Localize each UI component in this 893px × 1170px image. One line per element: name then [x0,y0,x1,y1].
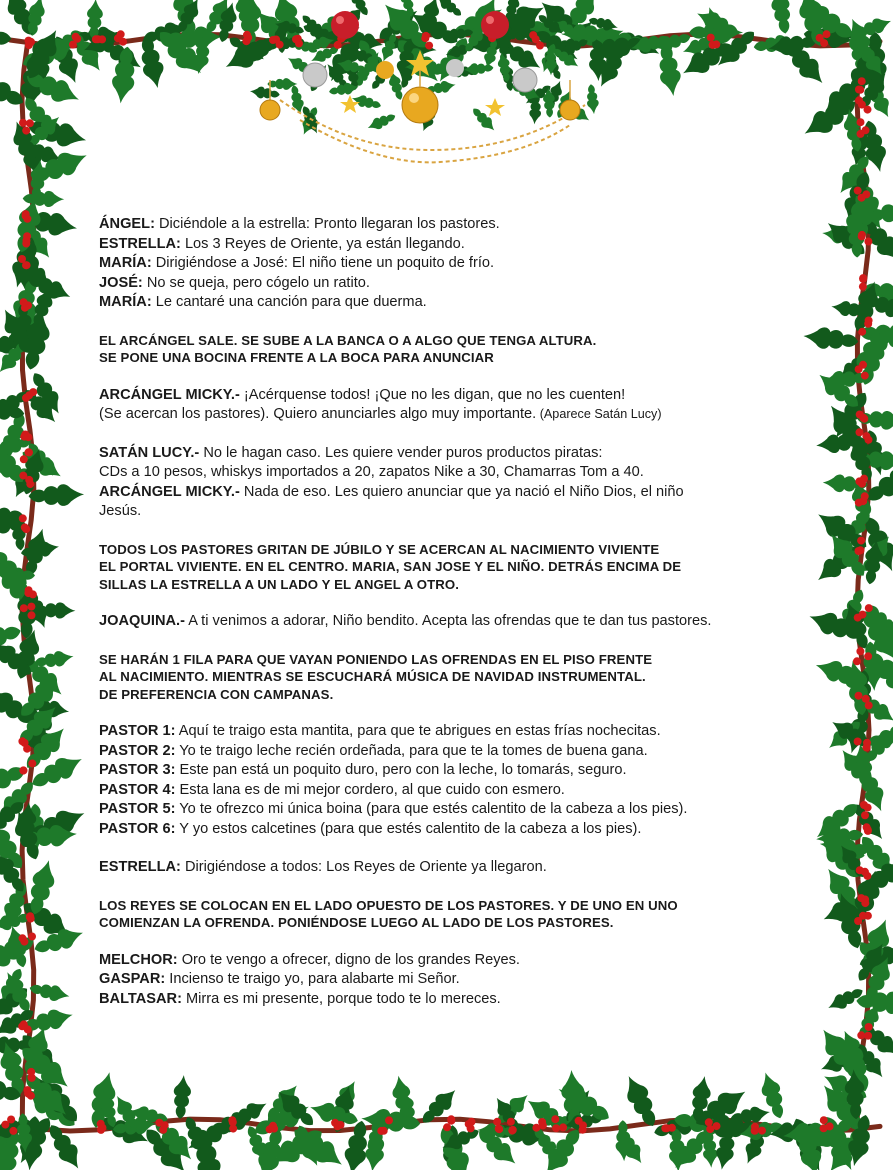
holly-berry [443,1123,451,1131]
holly-berry [425,42,433,50]
holly-leaf [171,1074,192,1119]
holly-berry [20,455,28,463]
dialogue-line: PASTOR 6: Y yo estos calcetines (para que estés calentito de la cabeza a los pies). [99,820,642,837]
holly-berry [20,433,28,441]
stage-direction-1: EL ARCÁNGEL SALE. SE SUBE A LA BANCA O A ALGO QUE TENGA ALTURA. SE PONE UNA BOCINA FRENTE A LA BOCA PARA ANUNCIAR [99,332,597,365]
holly-leaf [28,484,84,508]
dialogue-estrella-2: ESTRELLA: Dirigiéndose a todos: Los Reyes de Oriente ya llegaron. [99,859,547,875]
holly-leaf [23,190,65,207]
holly-berry [98,35,106,43]
holly-leaf [802,325,859,352]
holly-berry [465,1120,473,1128]
holly-berry [19,767,27,775]
holly-berry [864,1032,872,1040]
holly-berry [18,1022,26,1030]
holly-berry [28,760,36,768]
holly-berry [19,119,27,127]
holly-berry [161,1121,169,1129]
holly-berry [551,1115,559,1123]
dialogue-joaquina: JOAQUINA.- A ti venimos a adorar, Niño bendito. Acepta las ofrendas que te dan tus pastores. [99,613,712,629]
holly-berry [28,611,36,619]
holly-berry [509,1126,517,1134]
dialogue-satan-micky: SATÁN LUCY.- No le hagan caso. Les quiere vender puros productos piratas: CDs a 10 pesos, whiskys importados a 20, zapatos Nike a 30, Chamarras Tom a 40. ARCÁNGEL MICKY.- Nada de eso. Les quiero anunciar que ya nació el Niño Dios, el niño Jesús. [99,444,684,519]
holly-berry [9,1127,17,1135]
holly-berry [385,1116,393,1124]
holly-leaf [0,25,12,49]
dialogue-line: PASTOR 4: Esta lana es de mi mejor cordero, al que cuido con esmero. [99,781,565,798]
holly-berry [857,118,865,126]
holly-berry [579,1126,587,1134]
dialogue-micky-1: ARCÁNGEL MICKY.- ¡Acérquense todos! ¡Que no les digan, que no les cuenten! (Se acercan los pastores). Quiero anunciarles algo muy importante. (Aparece Satán Lucy) [99,386,662,422]
stage-direction-4: LOS REYES SE COLOCAN EN EL LADO OPUESTO DE LOS PASTORES. Y DE UNO EN UNO COMIENZAN LA OFRENDA. PONIÉNDOSE LUEGO AL LADO DE LOS PASTORES. [99,897,678,930]
holly-berry [856,647,864,655]
holly-berry [507,1118,515,1126]
holly-berry [865,701,873,709]
holly-berry [422,32,430,40]
holly-berry [242,37,250,45]
pine-sprig [585,84,600,115]
holly-berry [22,525,30,533]
dialogue-line: BALTASAR: Mirra es mi presente, porque todo te lo mereces. [99,990,501,1007]
holly-berry [862,126,870,134]
holly-berry [24,1090,32,1098]
holly-berry [858,232,866,240]
holly-berry [859,283,867,291]
holly-berry [861,372,869,380]
dialogue-line: JOSÉ: No se queja, pero cógelo un ratito. [99,274,370,291]
holly-berry [292,35,300,43]
holly-berry [99,1124,107,1132]
holly-berry [820,1116,828,1124]
dialogue-line: PASTOR 1: Aquí te traigo esta mantita, para que te abrigues en estas frías nochecitas. [99,723,661,739]
holly-berry [24,589,32,597]
holly-berry [854,614,862,622]
holly-berry [855,692,863,700]
holly-berry [860,415,868,423]
pine-sprig [249,85,280,100]
holly-berry [552,1124,560,1132]
dialogue-line: ESTRELLA: Los 3 Reyes de Oriente, ya están llegando. [99,235,465,252]
holly-berry [864,106,872,114]
holly-berry [23,745,31,753]
holly-berry [19,934,27,942]
dialogue-line: ÁNGEL: Diciéndole a la estrella: Pronto llegaran los pastores. [99,216,500,232]
dialogue-line: PASTOR 5: Yo te ofrezco mi única boina (para que estés calentito de la cabeza a los pies). [99,801,688,817]
pine-sprig [365,110,397,133]
holly-berry [269,1122,277,1130]
holly-berry [1,1121,9,1129]
holly-berry [864,320,872,328]
holly-berry [820,39,828,47]
holly-berry [863,744,871,752]
holly-berry [857,894,865,902]
holly-berry [856,428,864,436]
holly-berry [861,811,869,819]
holly-berry [495,1125,503,1133]
holly-berry [864,827,872,835]
holly-berry [22,212,30,220]
holly-berry [864,238,872,246]
holly-berry [758,1127,766,1135]
holly-berry [25,37,33,45]
holly-berry [864,912,872,920]
holly-berry [860,801,868,809]
holly-berry [863,872,871,880]
holly-berry [855,96,863,104]
holly-berry [19,514,27,522]
holly-berry [712,40,720,48]
holly-berry [229,1118,237,1126]
stage-direction-3: SE HARÁN 1 FILA PARA QUE VAYAN PONIENDO LAS OFRENDAS EN EL PISO FRENTE AL NACIMIENTO. MIENTRAS SE ESCUCHARÁ MÚSICA DE NAVIDAD INSTRUMENTAL. DE PREFERENCIA CON CAMPANAS. [99,651,653,702]
holly-berry [857,1031,865,1039]
holly-berry [860,475,868,483]
holly-berry [23,232,31,240]
holly-berry [20,298,28,306]
holly-berry [864,652,872,660]
holly-berry [823,30,831,38]
dialogue-reyes [99,951,799,1010]
holly-berry [559,1123,567,1131]
holly-leaf [768,0,794,35]
holly-berry [73,35,81,43]
dialogue-line: GASPAR: Incienso te traigo yo, para alabarte mi Señor. [99,971,460,987]
holly-berry [855,86,863,94]
holly-berry [861,492,869,500]
dialogue-line: PASTOR 2: Yo te traigo leche recién ordeñada, para que te la tomes de buena gana. [99,742,648,759]
holly-berry [855,365,863,373]
script-text [99,215,799,1009]
dialogue-line: PASTOR 3: Este pan está un poquito duro, pero con la leche, lo tomarás, seguro. [99,762,627,778]
holly-berry [20,604,28,612]
holly-berry [859,275,867,283]
holly-berry [114,34,122,42]
holly-berry [854,187,862,195]
holly-berry [27,1068,35,1076]
holly-berry [25,391,33,399]
holly-berry [25,476,33,484]
holly-berry [493,1118,501,1126]
holly-berry [538,1118,546,1126]
dialogue-line: MELCHOR: Oro te vengo a ofrecer, digno de los grandes Reyes. [99,951,520,968]
holly-berry [22,127,30,135]
holly-berry [865,1023,873,1031]
holly-berry [447,1117,455,1125]
holly-berry [856,866,864,874]
holly-berry [705,1118,713,1126]
stage-direction-2: TODOS LOS PASTORES GRITAN DE JÚBILO Y SE ACERCAN AL NACIMIENTO VIVIENTE EL PORTAL VIVIENTE. EN EL CENTRO. MARIA, SAN JOSE Y EL NIÑO. DETRÁS ENCIMA DE SILLAS LA ESTRELLA A UN LADO Y EL ANGEL A OTRO. [99,541,682,592]
holly-berry [853,657,861,665]
holly-berry [269,36,277,44]
holly-berry [26,119,34,127]
holly-berry [18,737,26,745]
holly-berry [661,1124,669,1132]
dialogue-block-1 [99,215,799,313]
holly-berry [380,1127,388,1135]
holly-berry [26,913,34,921]
holly-berry [536,42,544,50]
holly-berry [18,255,26,263]
holly-berry [858,77,866,85]
holly-berry [706,1125,714,1133]
holly-berry [276,41,284,49]
dialogue-pastores [99,722,799,839]
holly-berry [337,1121,345,1129]
holly-berry [858,328,866,336]
holly-berry [751,1127,759,1135]
dialogue-line: MARÍA: Le cantaré una canción para que duerma. [99,294,427,310]
holly-berry [25,448,33,456]
holly-berry [854,738,862,746]
holly-berry [857,546,865,554]
holly-berry [707,34,715,42]
holly-berry [28,933,36,941]
holly-berry [857,537,865,545]
holly-berry [862,432,870,440]
holly-berry [826,1122,834,1130]
holly-berry [862,190,870,198]
holly-berry [27,603,35,611]
holly-berry [865,604,873,612]
dialogue-line: MARÍA: Dirigiéndose a José: El niño tiene un poquito de frío. [99,255,495,271]
